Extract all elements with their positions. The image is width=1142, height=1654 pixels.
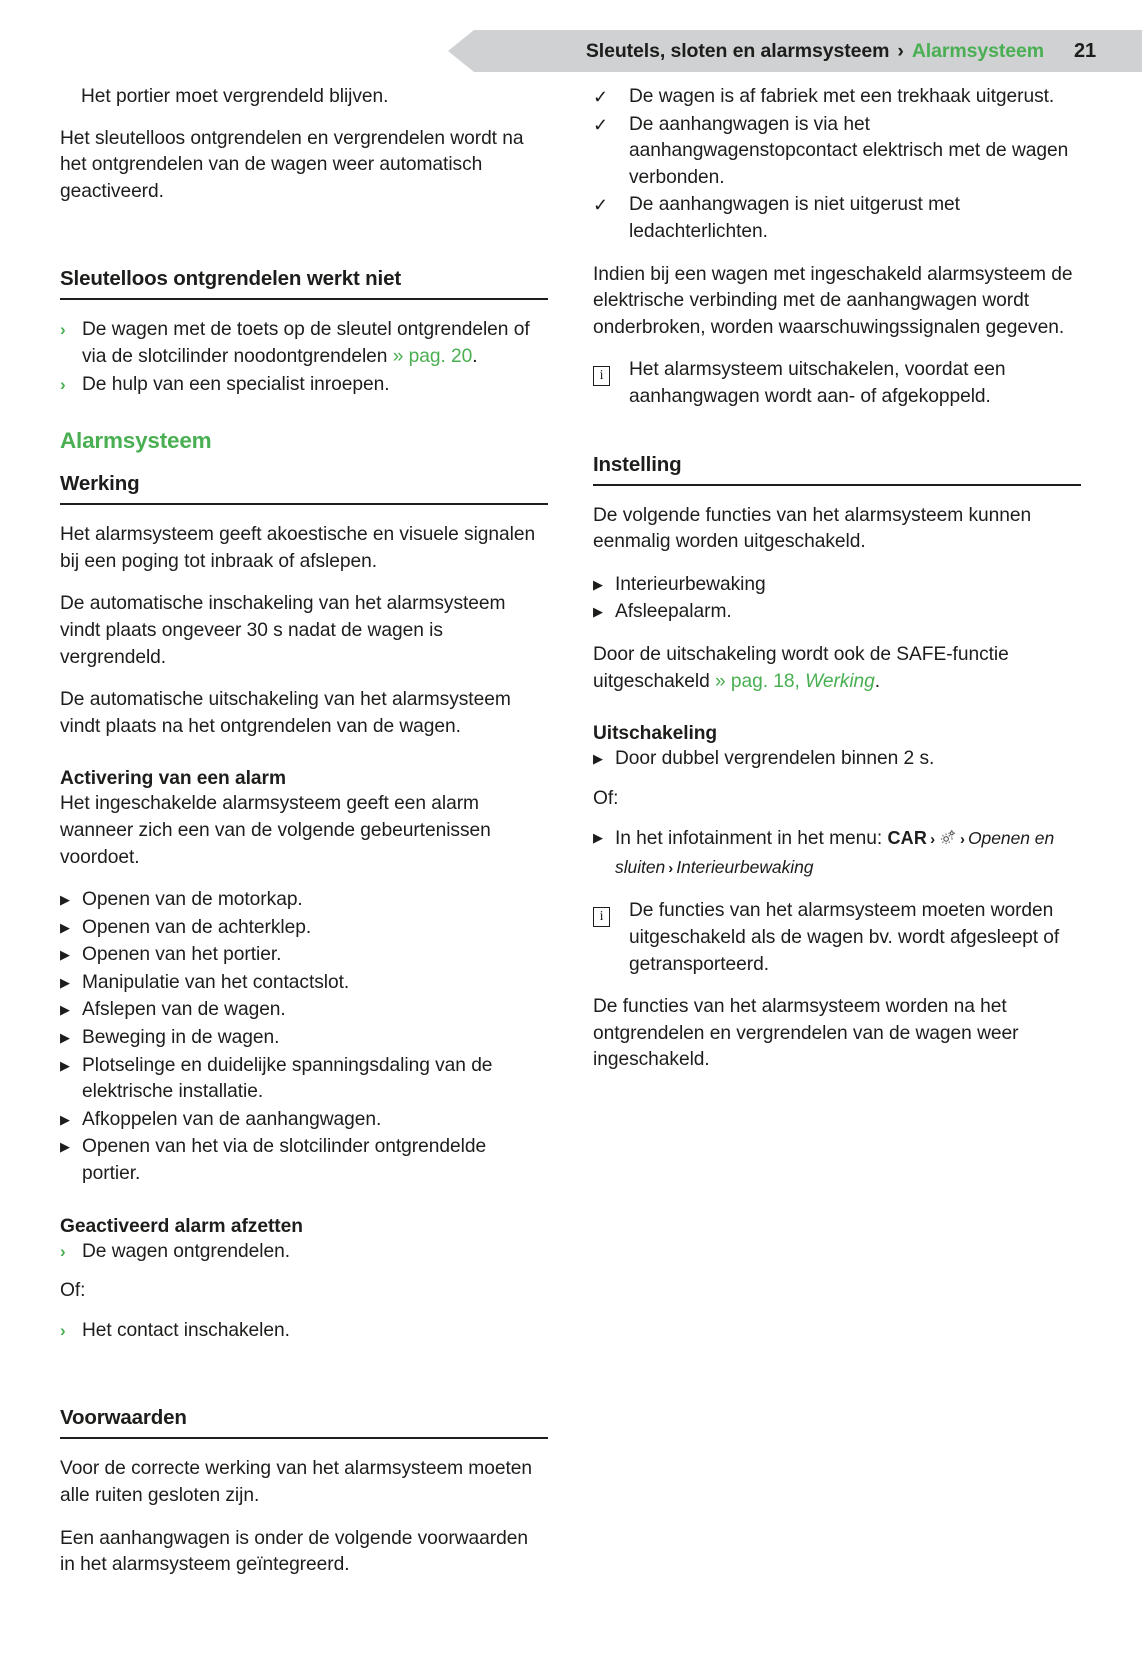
instelling-paragraph: De volgende functies van het alarmsysteem kunnen eenmalig worden uitgeschakeld. (593, 504, 1032, 553)
werking-paragraph-1: Het alarmsysteem geeft akoestische en visuele signalen bij een poging tot inbraak of afslepen. (60, 524, 536, 572)
list-instelling-functies (593, 572, 1081, 626)
menu-item-interieurbewaking[interactable]: Interieurbewaking (676, 856, 814, 877)
list-aanhangwagen-voorwaarden (593, 84, 1081, 246)
triangle-bullet-icon: ▶ (60, 1030, 70, 1046)
action-chevron-icon: › (60, 1320, 66, 1340)
voorwaarden-paragraph-1: Voor de correcte werking van het alarmsysteem moeten alle ruiten gesloten zijn. (60, 1458, 532, 1506)
path-arrow-icon: › (668, 859, 674, 877)
list-item (60, 372, 548, 399)
list-item-label: Openen van de achterklep. (82, 916, 312, 938)
spacer (60, 1204, 548, 1216)
triangle-bullet-icon: ▶ (60, 947, 70, 963)
safe-functie-paragraph (593, 642, 1081, 695)
triangle-bullet-icon: ▶ (60, 1111, 70, 1127)
checkmark-icon: ✓ (593, 195, 609, 216)
note-block-1 (593, 357, 1081, 410)
list-item-label: Het contact inschakelen. (82, 1319, 290, 1341)
action-chevron-icon: › (60, 374, 66, 394)
list-uitschakeling (593, 746, 1081, 773)
safe-text-after: . (874, 670, 881, 692)
action-chevron-icon: › (60, 320, 66, 340)
section-title-alarmsysteem: Alarmsysteem (60, 428, 212, 454)
list-infotainment-menupath (593, 825, 1081, 882)
list-activering-gebeurtenissen (60, 887, 548, 1188)
menu-path-text (615, 825, 1081, 882)
info-icon: i (593, 898, 629, 978)
left-column (60, 84, 548, 1595)
triangle-bullet-icon: ▶ (593, 751, 603, 767)
list-item-label: Afslepen van de wagen. (82, 999, 286, 1021)
list-item (60, 1107, 548, 1134)
list-item (593, 192, 1081, 245)
heading-geactiveerd-alarm-afzetten: Geactiveerd alarm afzetten (60, 1215, 303, 1237)
list-item-label: Beweging in de wagen. (82, 1027, 280, 1049)
note-block-2 (593, 898, 1081, 978)
triangle-bullet-icon: ▶ (593, 830, 603, 846)
of-label-left: Of: (60, 1280, 86, 1302)
spacer (60, 1360, 548, 1406)
list-item (593, 84, 1081, 111)
note-text: De functies van het alarmsysteem moeten worden uitgeschakeld als de wagen bv. wordt afgesleept of getransporteerd. (629, 900, 1060, 975)
heading-uitschakeling: Uitschakeling (593, 723, 718, 745)
path-arrow-icon: › (930, 831, 936, 849)
voorwaarden-paragraph-2: Een aanhangwagen is onder de volgende voorwaarden in het alarmsysteem geïntegreerd. (60, 1527, 529, 1576)
breadcrumb-separator-icon: › (897, 39, 904, 62)
checkmark-icon: ✓ (593, 114, 609, 135)
list-item (60, 1318, 548, 1345)
heading-voorwaarden: Voorwaarden (60, 1406, 548, 1439)
page-number: 21 (1073, 39, 1096, 62)
menu-item-openen-en-sluiten[interactable]: Openen en sluiten (615, 828, 1055, 877)
list-item (60, 997, 548, 1024)
right-column (593, 84, 1081, 1595)
cross-reference-link[interactable]: » pag. 20 (392, 345, 473, 367)
action-chevron-icon: › (60, 1241, 66, 1261)
header-section-label: Alarmsysteem (911, 39, 1044, 62)
list-item (60, 915, 548, 942)
list-alarm-afzetten-1 (60, 1239, 548, 1266)
list-item (60, 317, 548, 370)
list-item (60, 887, 548, 914)
of-label-right: Of: (593, 787, 619, 809)
header-content (448, 30, 1142, 72)
list-item (60, 1239, 548, 1266)
activering-paragraph: Het ingeschakelde alarmsysteem geeft een alarm wanneer zich een van de volgende gebeurtenissen voordoet. (60, 793, 491, 868)
list-item (60, 1025, 548, 1052)
spacer (60, 221, 548, 267)
heading-sleutelloos-werkt-niet: Sleutelloos ontgrendelen werkt niet (60, 267, 548, 300)
list-item (593, 572, 1081, 599)
list-item-label: Afsleepalarm. (615, 601, 732, 623)
list-item-label: Afkoppelen van de aanhangwagen. (82, 1108, 382, 1130)
list-item-label: Interieurbewaking (615, 573, 766, 595)
triangle-bullet-icon: ▶ (593, 576, 603, 592)
triangle-bullet-icon: ▶ (593, 604, 603, 620)
list-item (593, 825, 1081, 882)
list-item (593, 599, 1081, 626)
list-item (593, 746, 1081, 773)
list-item-suffix: . (472, 345, 478, 367)
intro-paragraph: Het sleutelloos ontgrendelen en vergrendelen wordt na het ontgrendelen van de wagen weer automatisch geactiveerd. (60, 127, 524, 202)
triangle-bullet-icon: ▶ (60, 919, 70, 935)
closing-paragraph: De functies van het alarmsysteem worden na het ontgrendelen en vergrendelen van de wagen weer ingeschakeld. (593, 996, 1019, 1071)
header-chapter-label: Sleutels, sloten en alarmsysteem (585, 39, 890, 62)
list-item-label: Door dubbel vergrendelen binnen 2 s. (615, 748, 935, 770)
list-item-label: Openen van het via de slotcilinder ontgrendelde portier. (82, 1136, 487, 1185)
triangle-bullet-icon: ▶ (60, 1002, 70, 1018)
spacer (593, 711, 1081, 723)
intro-indented-text: Het portier moet vergrendeld blijven. (81, 86, 389, 107)
list-item-label: De wagen is af fabriek met een trekhaak uitgerust. (629, 86, 1055, 107)
list-item-text (82, 317, 548, 370)
list-item-label: Manipulatie van het contactslot. (82, 971, 350, 993)
triangle-bullet-icon: ▶ (60, 1139, 70, 1155)
menu-path-lead: In het infotainment in het menu: (615, 828, 888, 850)
list-item-label: De aanhangwagen is niet uitgerust met ledachterlichten. (629, 194, 960, 242)
list-item-label: Openen van het portier. (82, 944, 282, 966)
list-item-label: Openen van de motorkap. (82, 889, 303, 911)
page-columns (60, 84, 1082, 1595)
spacer (60, 756, 548, 768)
list-alarm-afzetten-2 (60, 1318, 548, 1345)
heading-werking: Werking (60, 472, 548, 505)
triangle-bullet-icon: ▶ (60, 892, 70, 908)
xref-page: » pag. 18, (714, 670, 806, 692)
heading-instelling: Instelling (593, 453, 1081, 486)
list-item-label: De aanhangwagen is via het aanhangwagenstopcontact elektrisch met de wagen verbonden. (629, 113, 1069, 188)
xref-section-italic: Werking (805, 670, 875, 692)
list-item-label: De hulp van een specialist inroepen. (82, 373, 390, 395)
car-menu-key[interactable]: CAR (887, 828, 928, 849)
checkmark-icon: ✓ (593, 87, 609, 107)
info-icon: i (593, 357, 629, 410)
triangle-bullet-icon: ▶ (60, 1057, 70, 1073)
cross-reference-link[interactable] (715, 671, 875, 692)
list-item (593, 112, 1081, 192)
heading-activering-van-een-alarm: Activering van een alarm (60, 768, 286, 790)
note-text: Het alarmsysteem uitschakelen, voordat een aanhangwagen wordt aan- of afgekoppeld. (629, 359, 1006, 407)
safe-text-before: Door de uitschakeling wordt ook de SAFE-functie uitgeschakeld (593, 643, 1009, 692)
spacer (593, 427, 1081, 453)
triangle-bullet-icon: ▶ (60, 974, 70, 990)
list-item-label: De wagen met de toets op de sleutel ontgrendelen of via de slotcilinder noodontgrendelen (82, 319, 530, 367)
werking-paragraph-2: De automatische inschakeling van het alarmsysteem vindt plaats ongeveer 30 s nadat de wagen is vergrendeld. (60, 593, 506, 668)
list-item-label: Plotselinge en duidelijke spanningsdaling van de elektrische installatie. (82, 1054, 493, 1103)
aanhangwagen-paragraph: Indien bij een wagen met ingeschakeld alarmsysteem de elektrische verbinding met de aanhangwagen wordt onderbroken, worden waarschuwingssignalen gegeven. (593, 263, 1073, 338)
list-item (60, 1053, 548, 1106)
list-item-label: De wagen ontgrendelen. (82, 1240, 290, 1262)
path-arrow-icon: › (960, 831, 965, 849)
werking-paragraph-3: De automatische uitschakeling van het alarmsysteem vindt plaats na het ontgrendelen van de wagen. (60, 689, 511, 737)
page-running-header (448, 30, 1142, 72)
list-sleutelloos-werkt-niet (60, 317, 548, 398)
list-item (60, 942, 548, 969)
gear-icon[interactable] (938, 828, 957, 845)
list-item (60, 970, 548, 997)
list-item (60, 1134, 548, 1187)
